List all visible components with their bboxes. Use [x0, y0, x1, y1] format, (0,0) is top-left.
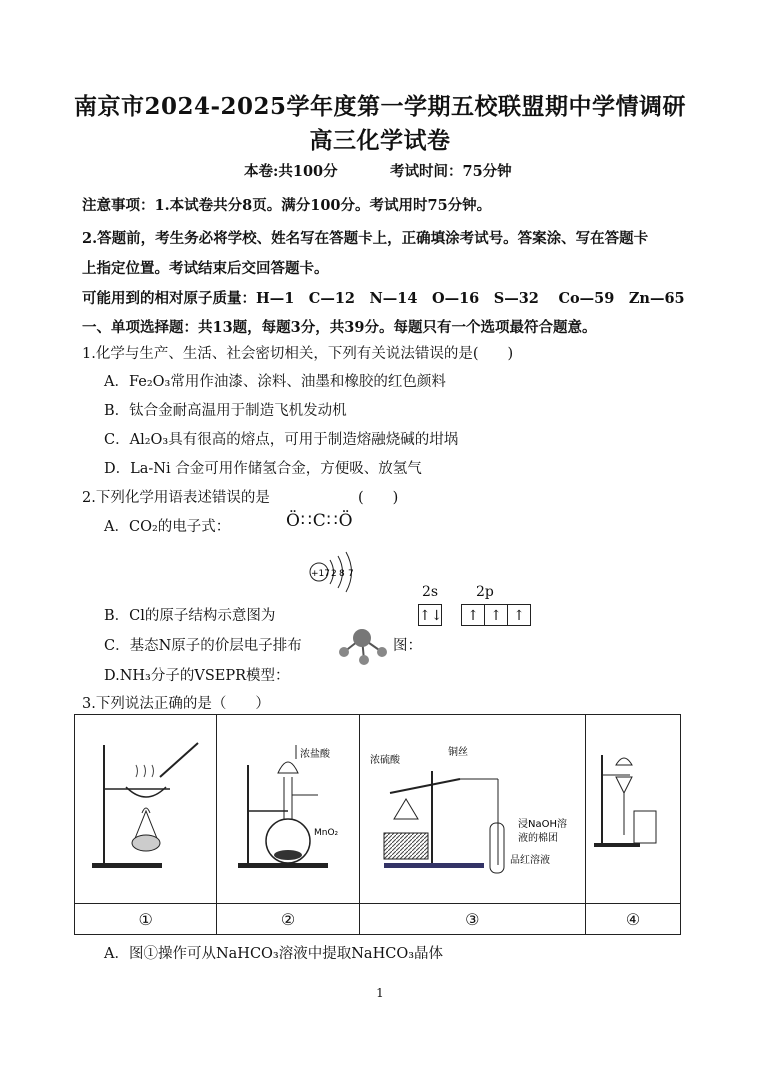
notes-line-2: 2.答题前，考生务必将学校、姓名写在答题卡上，正确填涂考试号。答案涂、写在答题卡 — [82, 230, 649, 247]
filtration-figure — [586, 715, 680, 903]
q1-option-a: A．Fe₂O₃常用作油漆、涂料、油墨和橡胶的红色颜料 — [104, 374, 446, 390]
fig3-solution-label: 品红溶液 — [510, 855, 551, 866]
q1-stem: 1.化学与生产、生活、社会密切相关，下列有关说法错误的是( ) — [82, 346, 514, 362]
figure-number-1: ① — [75, 904, 217, 935]
figure-3-cell — [359, 715, 585, 904]
q2-option-a: A．CO₂的电子式： — [104, 519, 231, 535]
page-number: 1 — [376, 986, 384, 1000]
q3-option-a: A．图①操作可从NaHCO₃溶液中提取NaHCO₃晶体 — [104, 946, 444, 962]
cl-shell-2: 8 — [339, 569, 345, 579]
q2-answer-paren: ( ) — [358, 490, 399, 506]
orbital-2p-box-2: ↑ — [484, 604, 508, 626]
fig2-acid-label: 浓盐酸 — [299, 749, 330, 760]
figure-2-cell — [217, 715, 359, 904]
nh3-vsepr-model-image — [334, 626, 394, 666]
co2-electron-formula: Ö∷C∷Ö — [286, 511, 354, 531]
fig2-mno2-label: MnO₂ — [313, 828, 339, 838]
fig3-acid-label: 浓硫酸 — [370, 755, 401, 766]
figure-number-3: ③ — [359, 904, 585, 935]
fig3-cotton-label-2: 液的棉团 — [518, 833, 559, 844]
cl-atom-structure-diagram — [304, 548, 368, 600]
orbital-2s-label: 2s — [422, 584, 439, 600]
orbital-2p-label: 2p — [476, 584, 494, 600]
q1-option-b: B．钛合金耐高温用于制造飞机发动机 — [104, 403, 347, 419]
figure-1-cell — [75, 715, 217, 904]
q1-option-c: C．Al₂O₃具有很高的熔点，可用于制造熔融烧碱的坩埚 — [104, 432, 459, 448]
q2-option-c: C．基态N原子的价层电子排布 — [104, 638, 302, 654]
figure-4-cell — [586, 715, 681, 904]
atomic-mass-line: 可能用到的相对原子质量：H—1 C—12 N—14 O—16 S—32 Co—59 Zn—65 — [82, 290, 685, 307]
notes-line-3: 上指定位置。考试结束后交回答题卡。 — [82, 260, 329, 277]
cl-nucleus-label: +17 — [311, 569, 330, 579]
q2-option-c-suffix: 图： — [393, 638, 422, 654]
q3-figure-table — [74, 714, 681, 935]
figure-number-4: ④ — [586, 904, 681, 935]
section-heading: 一、单项选择题：共13题，每题3分，共39分。每题只有一个选项最符合题意。 — [82, 319, 597, 336]
q1-option-d: D．La-Ni 合金可用作储氢合金，方便吸、放氢气 — [104, 461, 422, 477]
cl-shell-1: 2 — [331, 569, 337, 579]
fig3-wire-label: 铜丝 — [448, 747, 469, 758]
orbital-2p-box-3: ↑ — [507, 604, 531, 626]
fig3-cotton-label-1: 浸NaOH溶 — [518, 819, 568, 830]
valence-orbital-diagram — [418, 604, 530, 626]
notes-line-1: 注意事项：1.本试卷共分8页。满分100分。考试用时75分钟。 — [82, 197, 492, 214]
chlorine-generator-figure — [218, 715, 358, 903]
q2-option-d: D.NH₃分子的VSEPR模型： — [104, 668, 290, 684]
exam-title: 南京市2024-2025学年度第一学期五校联盟期中学情调研 — [73, 93, 687, 120]
total-score: 本卷:共100分 — [244, 163, 338, 180]
q2-option-b: B．Cl的原子结构示意图为 — [104, 608, 276, 624]
q3-stem: 3.下列说法正确的是（ ） — [82, 696, 270, 712]
orbital-2s-box: ↑↓ — [418, 604, 442, 626]
evaporation-apparatus-figure — [76, 715, 216, 903]
orbital-2p-box-1: ↑ — [461, 604, 485, 626]
exam-subtitle: 高三化学试卷 — [309, 127, 451, 154]
exam-time: 考试时间：75分钟 — [390, 163, 512, 180]
figure-number-2: ② — [217, 904, 359, 935]
q2-stem: 2.下列化学用语表述错误的是 — [82, 490, 270, 506]
cl-shell-3: 7 — [348, 569, 354, 579]
copper-sulfuric-acid-figure — [360, 715, 584, 903]
